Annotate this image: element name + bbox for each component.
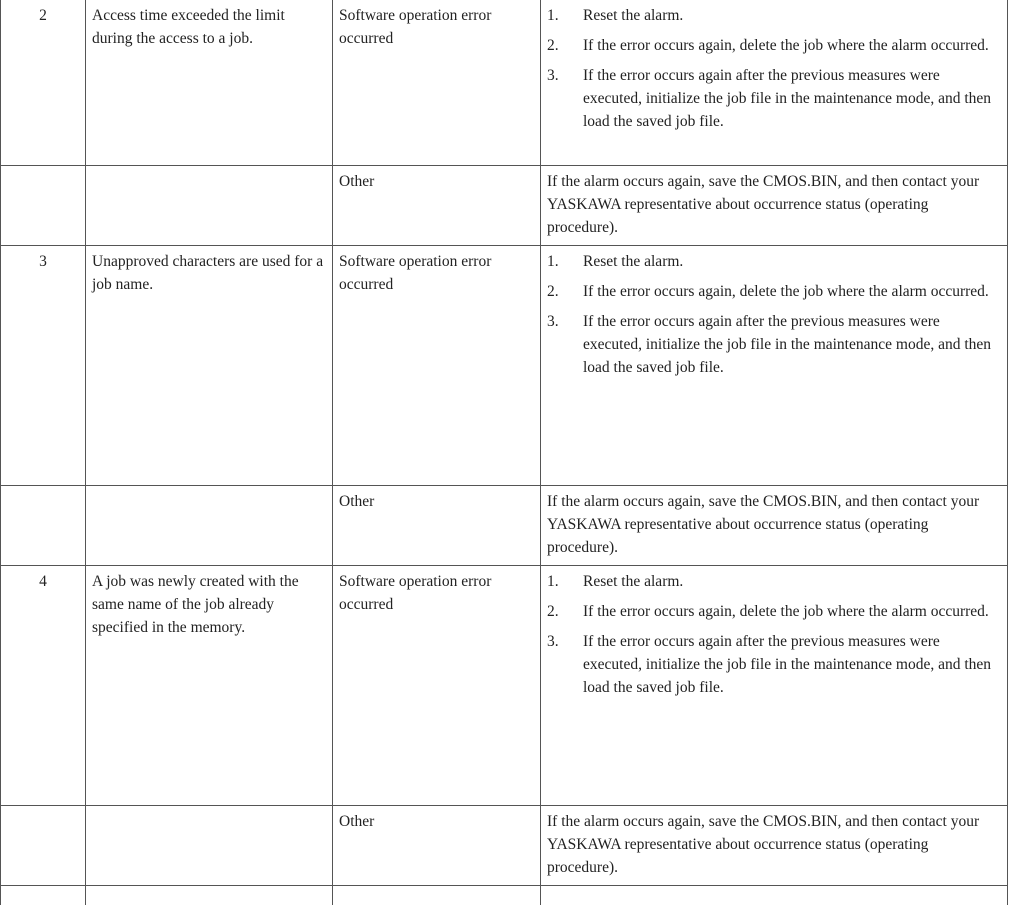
remedy-step — [547, 4, 1001, 27]
sub-code-cell — [1, 805, 86, 885]
step-number: 1. — [547, 572, 559, 590]
sub-code-cell: 3 — [1, 245, 86, 485]
description-cell — [86, 885, 333, 905]
step-text: Reset the alarm. — [583, 7, 684, 24]
table-row — [1, 245, 1008, 485]
cause-cell: Software operation error occurred — [333, 0, 541, 165]
table-row — [1, 805, 1008, 885]
step-text: If the error occurs again, delete the job where the alarm occurred. — [583, 37, 989, 54]
cause-cell: Other — [333, 485, 541, 565]
step-number: 1. — [547, 7, 559, 24]
cause-cell: Other — [333, 805, 541, 885]
sub-code-cell: 2 — [1, 0, 86, 165]
remedy-cell — [541, 245, 1008, 485]
step-number: 2. — [547, 282, 559, 300]
remedy-cell — [541, 0, 1008, 165]
table-row — [1, 0, 1008, 165]
remedy-cell — [541, 565, 1008, 805]
step-number: 3. — [547, 312, 559, 330]
step-number: 3. — [547, 632, 559, 650]
step-number: 3. — [547, 67, 559, 84]
remedy-cell: If the alarm occurs again, save the CMOS.BIN, and then contact your YASKAWA representative about occurrence status (operating procedure). — [541, 165, 1008, 245]
description-cell — [86, 805, 333, 885]
step-text: Reset the alarm. — [583, 252, 684, 270]
cause-cell: Other — [333, 165, 541, 245]
table-row — [1, 885, 1008, 905]
table-row — [1, 165, 1008, 245]
description-cell — [86, 165, 333, 245]
remedy-step — [547, 250, 1001, 273]
remedy-step — [547, 34, 1001, 57]
description-cell — [86, 485, 333, 565]
step-text: Reset the alarm. — [583, 572, 684, 590]
step-number: 1. — [547, 252, 559, 270]
step-text: If the error occurs again after the previous measures were executed, initialize the job file in the maintenance mode, and then load the saved job file. — [583, 312, 992, 376]
step-text: If the error occurs again after the previous measures were executed, initialize the job file in the maintenance mode, and then load the saved job file. — [583, 67, 992, 130]
cause-cell — [333, 885, 541, 905]
remedy-step — [547, 280, 1001, 303]
description-cell: A job was newly created with the same name of the job already specified in the memory. — [86, 565, 333, 805]
step-text: If the error occurs again, delete the job where the alarm occurred. — [583, 282, 989, 300]
step-text: If the error occurs again after the previous measures were executed, initialize the job file in the maintenance mode, and then load the saved job file. — [583, 632, 992, 696]
step-number: 2. — [547, 602, 559, 620]
table-row — [1, 565, 1008, 805]
cause-cell: Software operation error occurred — [333, 565, 541, 805]
remedy-step — [547, 64, 1001, 133]
sub-code-cell: 4 — [1, 565, 86, 805]
sub-code-cell — [1, 165, 86, 245]
cause-cell: Software operation error occurred — [333, 245, 541, 485]
step-number: 2. — [547, 37, 559, 54]
table-row — [1, 485, 1008, 565]
description-cell: Access time exceeded the limit during the access to a job. — [86, 0, 333, 165]
description-cell: Unapproved characters are used for a job name. — [86, 245, 333, 485]
step-text: If the error occurs again, delete the job where the alarm occurred. — [583, 602, 989, 620]
remedy-step — [547, 600, 1001, 623]
sub-code-cell — [1, 885, 86, 905]
remedy-cell: If the alarm occurs again, save the CMOS.BIN, and then contact your YASKAWA representative about occurrence status (operating procedure). — [541, 805, 1008, 885]
remedy-step — [547, 310, 1001, 379]
remedy-step — [547, 570, 1001, 593]
sub-code-cell — [1, 485, 86, 565]
remedy-step — [547, 630, 1001, 699]
remedy-cell: If the alarm occurs again, save the CMOS.BIN, and then contact your YASKAWA representative about occurrence status (operating procedure). — [541, 485, 1008, 565]
remedy-cell — [541, 885, 1008, 905]
